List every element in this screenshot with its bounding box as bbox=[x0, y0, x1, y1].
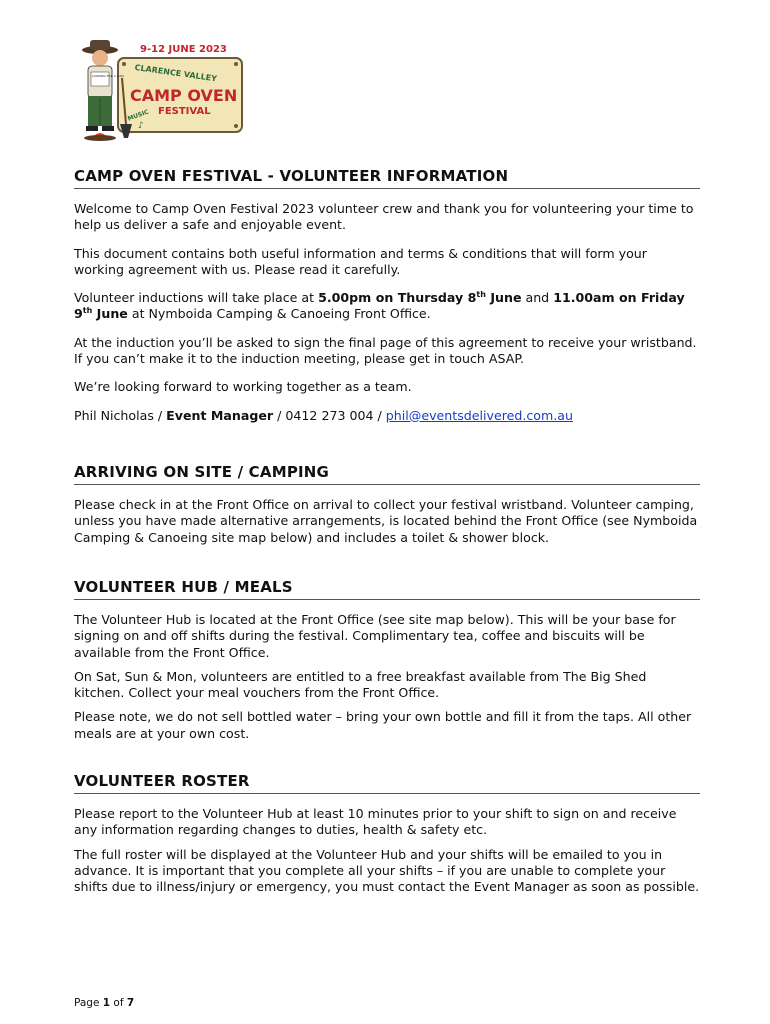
hub-heading: VOLUNTEER HUB / MEALS bbox=[74, 578, 700, 600]
contact-phone: / 0412 273 004 / bbox=[273, 407, 386, 423]
intro-paragraph-team: We’re looking forward to working together as a team. bbox=[74, 379, 412, 395]
inductions-date-2: 11.00am on Friday 9th June bbox=[74, 290, 685, 322]
arriving-paragraph: Please check in at the Front Office on arrival to collect your festival wristband. Volunteer camping, unless you have made alternative arrangements, is located behind the Front Office (see Nymboida Camping & Canoeing site map below) and includes a toilet & shower block. bbox=[74, 497, 698, 545]
intro-paragraph-welcome: Welcome to Camp Oven Festival 2023 volunteer crew and thank you for volunteering your time to help us deliver a safe and enjoyable event. bbox=[74, 201, 694, 233]
footer-page-total: 7 bbox=[126, 997, 135, 1009]
arriving-section bbox=[74, 463, 700, 546]
intro-paragraph-inductions bbox=[74, 290, 700, 323]
logo-sign: LOOKING FOR A MAN bbox=[92, 74, 124, 78]
inductions-text-e: at Nymboida Camping & Canoeing Front Office. bbox=[127, 306, 431, 322]
festival-logo bbox=[78, 38, 248, 142]
hub-paragraph-water: Please note, we do not sell bottled water – bring your own bottle and fill it from the taps. All other meals are at your own cost. bbox=[74, 709, 692, 741]
contact-line bbox=[74, 408, 700, 424]
roster-paragraph-full: The full roster will be displayed at the Volunteer Hub and your shifts will be emailed to you in advance. It is important that you complete all your shifts – if you are unable to complete your shifts due to illness/injury or emergency, you must contact the Event Manager as soon as possible. bbox=[74, 846, 700, 895]
roster-heading: VOLUNTEER ROSTER bbox=[74, 772, 700, 794]
hub-paragraph-breakfast: On Sat, Sun & Mon, volunteers are entitled to a free breakfast available from The Big Shed kitchen. Collect your meal vouchers from the Front Office. bbox=[74, 668, 647, 701]
footer-page-label: Page bbox=[74, 997, 103, 1009]
inductions-text-a: Volunteer inductions will take place at bbox=[74, 290, 319, 306]
footer-of-label: of bbox=[110, 997, 127, 1009]
logo-festival: FESTIVAL bbox=[158, 106, 211, 117]
logo-music: MUSIC bbox=[126, 108, 150, 123]
hub-section bbox=[74, 578, 700, 742]
svg-text:♪: ♪ bbox=[138, 121, 144, 131]
intro-paragraph-document: This document contains both useful information and terms & conditions that will form your working agreement with us. Please read it carefully. bbox=[74, 245, 647, 277]
contact-role: Event Manager bbox=[166, 407, 274, 423]
intro-section bbox=[74, 167, 700, 424]
contact-name: Phil Nicholas / bbox=[74, 407, 167, 423]
footer-page-number: 1 bbox=[102, 997, 111, 1009]
inductions-text-c: and bbox=[521, 290, 554, 306]
logo-date: 9-12 JUNE 2023 bbox=[140, 44, 227, 55]
hub-paragraph-location: The Volunteer Hub is located at the Front Office (see site map below). This will be your base for signing on and off shifts during the festival. Complimentary tea, coffee and biscuits will be available from the Front Office. bbox=[74, 612, 676, 660]
logo-title: CAMP OVEN bbox=[130, 86, 238, 105]
inductions-date-1: 5.00pm on Thursday 8th June bbox=[318, 290, 522, 306]
contact-email-link[interactable]: phil@eventsdelivered.com.au bbox=[385, 407, 573, 423]
intro-paragraph-induction-sign: At the induction you’ll be asked to sign the final page of this agreement to receive your wristband. If you can’t make it to the induction meeting, please get in touch ASAP. bbox=[74, 334, 697, 367]
logo-arc: CLARENCE VALLEY bbox=[134, 62, 218, 84]
arriving-heading: ARRIVING ON SITE / CAMPING bbox=[74, 463, 700, 485]
intro-heading: CAMP OVEN FESTIVAL - VOLUNTEER INFORMATION bbox=[74, 167, 700, 189]
roster-section bbox=[74, 772, 700, 895]
roster-paragraph-report: Please report to the Volunteer Hub at least 10 minutes prior to your shift to sign on and receive any information regarding changes to duties, health & safety etc. bbox=[74, 806, 677, 838]
page-footer bbox=[74, 997, 134, 1009]
